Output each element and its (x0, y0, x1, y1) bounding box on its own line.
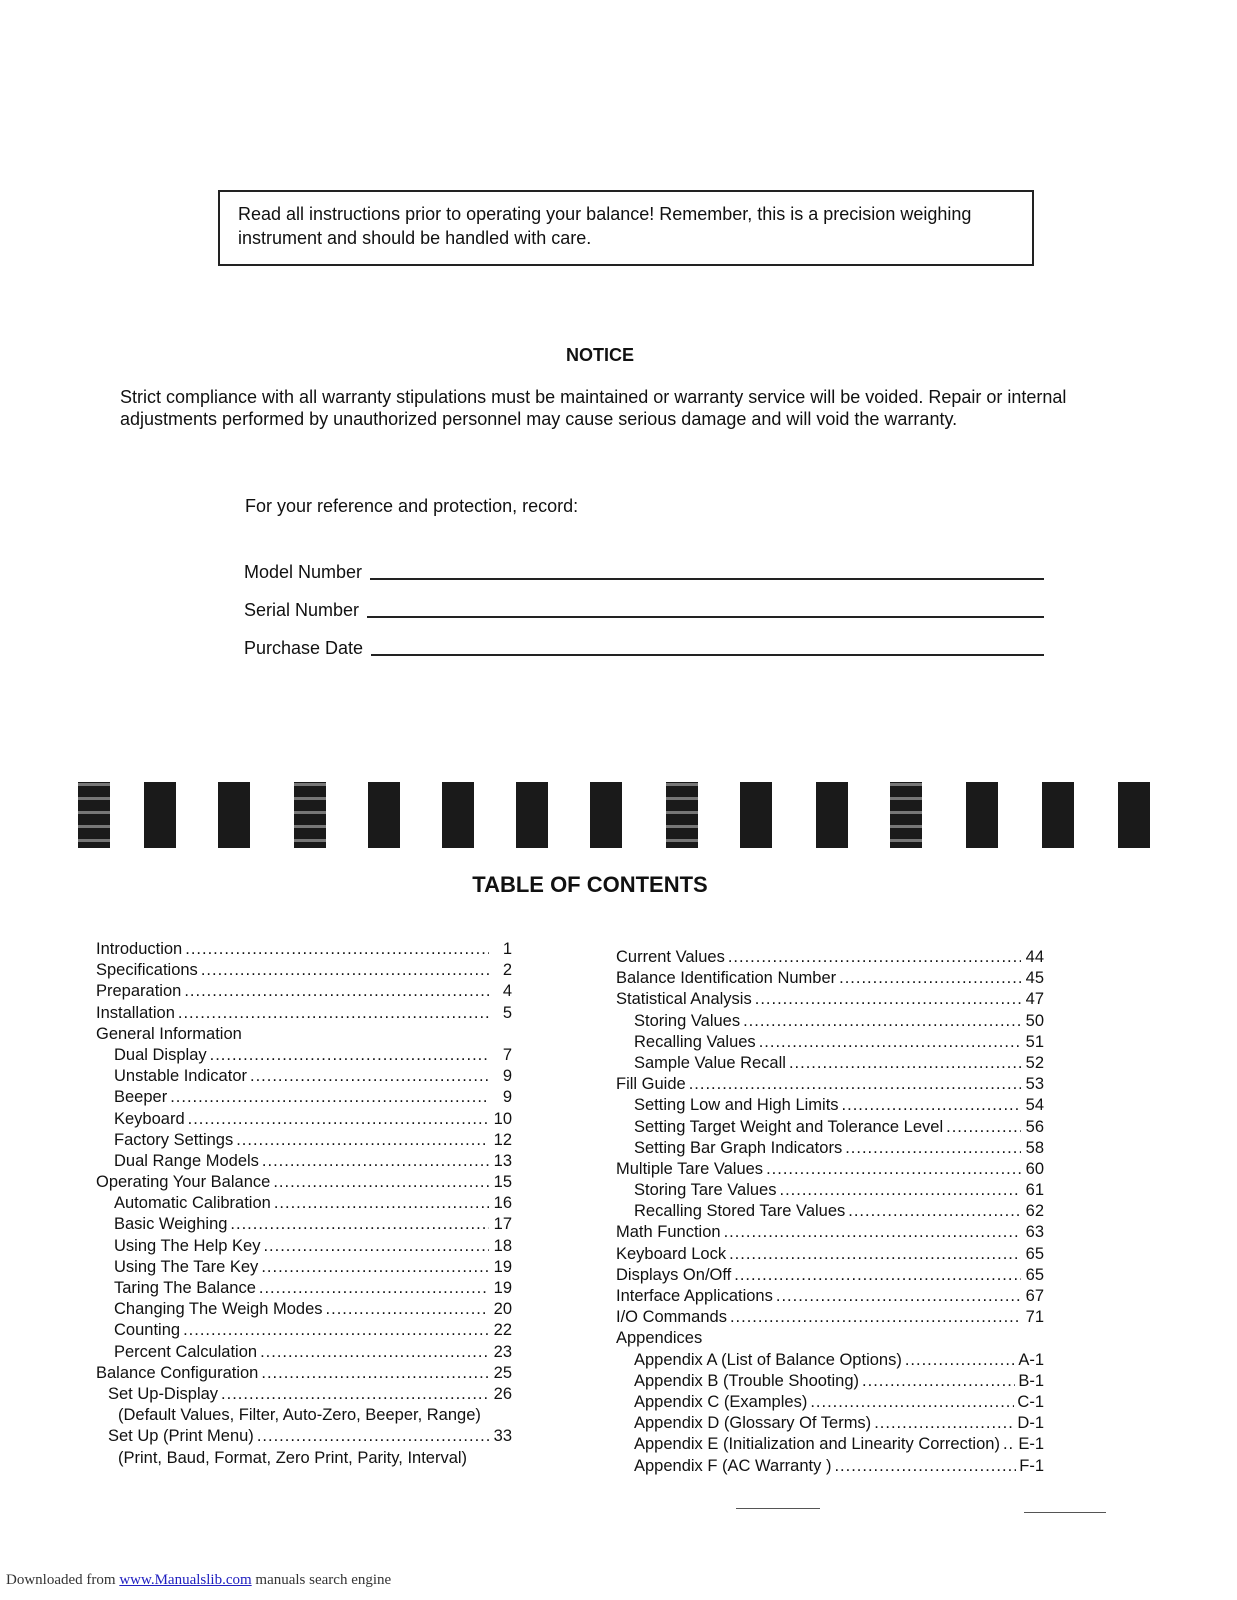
toc-entry (96, 1406, 512, 1427)
tab-marker (666, 782, 698, 848)
purchase-date-field (244, 629, 1044, 659)
toc-right-column (616, 948, 1044, 1478)
toc-entry-label: Setting Bar Graph Indicators (634, 1138, 843, 1157)
toc-entry-label: Specifications (96, 961, 198, 980)
toc-entry (616, 1033, 1044, 1054)
toc-entry-label: Operating Your Balance (96, 1173, 271, 1192)
toc-entry-label: Appendix E (Initialization and Linearity Correction) (634, 1435, 1000, 1454)
toc-entry (616, 1139, 1044, 1160)
toc-entry-label: Recalling Values (634, 1032, 756, 1051)
tab-marker (740, 782, 772, 848)
tab-marker (1042, 782, 1074, 848)
toc-entry-label: Set Up-Display (108, 1384, 219, 1403)
toc-entry-page: 65 (1025, 1265, 1044, 1284)
toc-entry-page: 4 (502, 982, 512, 1001)
toc-entry-page: 33 (493, 1427, 512, 1446)
toc-entry-page: 2 (502, 961, 512, 980)
footer-link[interactable]: www.Manualslib.com (119, 1572, 252, 1588)
toc-entry (616, 1223, 1044, 1244)
toc-leader-dots (810, 1393, 1014, 1412)
toc-leader-dots (210, 1046, 489, 1065)
toc-entry (616, 1245, 1044, 1266)
toc-entry-page: 19 (493, 1279, 512, 1297)
toc-entry-label: (Default Values, Filter, Auto-Zero, Beeper, Range) (118, 1406, 481, 1425)
toc-leader-dots (845, 1139, 1021, 1158)
toc-entry-label: Appendix F (AC Warranty ) (634, 1456, 832, 1475)
toc-entry-label: Multiple Tare Values (616, 1159, 764, 1178)
toc-leader-dots (201, 961, 489, 980)
toc-entry-page: F-1 (1019, 1456, 1044, 1475)
toc-entry-page: 62 (1025, 1202, 1044, 1221)
toc-entry (96, 940, 512, 961)
toc-entry-label: Preparation (96, 982, 182, 1001)
toc-entry-label: Counting (114, 1321, 181, 1340)
toc-entry (96, 1343, 512, 1364)
toc-entry-page: 23 (493, 1342, 512, 1361)
toc-entry (96, 1279, 512, 1300)
toc-entry-page: B-1 (1018, 1371, 1044, 1390)
toc-entry (96, 1110, 512, 1131)
toc-leader-dots (743, 1012, 1021, 1031)
toc-leader-dots (848, 1202, 1021, 1221)
toc-leader-dots (273, 1173, 489, 1192)
toc-entry (616, 1329, 1044, 1350)
toc-entry-page: 56 (1025, 1117, 1044, 1136)
toc-entry-page: 20 (493, 1300, 512, 1319)
tab-marker (966, 782, 998, 848)
toc-leader-dots (230, 1215, 489, 1234)
toc-entry-page: 61 (1025, 1181, 1044, 1200)
toc-leader-dots (779, 1181, 1021, 1200)
serial-number-line (367, 615, 1044, 618)
serial-number-label: Serial Number (244, 600, 360, 620)
toc-entry-page: D-1 (1017, 1414, 1044, 1433)
toc-entry-label: Appendix D (Glossary Of Terms) (634, 1414, 872, 1433)
toc-entry (616, 1414, 1044, 1435)
toc-entry (616, 1181, 1044, 1202)
bottom-rule (1024, 1512, 1106, 1513)
toc-entry-label: Set Up (Print Menu) (108, 1427, 254, 1446)
toc-entry-label: Interface Applications (616, 1287, 773, 1305)
toc-entry (96, 961, 512, 982)
toc-leader-dots (776, 1287, 1021, 1306)
warning-box (218, 190, 1034, 266)
reference-intro: For your reference and protection, record: (245, 496, 579, 516)
toc-leader-dots (839, 969, 1021, 988)
toc-title: TABLE OF CONTENTS (472, 872, 708, 897)
toc-entry (616, 1372, 1044, 1393)
toc-leader-dots (730, 1308, 1021, 1327)
toc-leader-dots (250, 1067, 489, 1086)
notice-line-2: adjustments performed by unauthorized personnel may cause serious damage and will void the warranty. (120, 409, 958, 429)
toc-entry (616, 990, 1044, 1011)
model-number-label: Model Number (244, 562, 363, 582)
toc-leader-dots (260, 1343, 489, 1362)
toc-leader-dots (905, 1351, 1015, 1370)
toc-entry-page: 17 (493, 1215, 512, 1234)
notice-text (120, 386, 1130, 430)
bottom-rule (736, 1508, 820, 1509)
toc-entry-label: Appendices (616, 1329, 703, 1348)
toc-entry-page: 71 (1025, 1308, 1044, 1327)
toc-entry (96, 982, 512, 1003)
toc-entry (616, 969, 1044, 990)
toc-entry-label: I/O Commands (616, 1308, 727, 1327)
toc-entry-page: 9 (502, 1067, 512, 1086)
toc-entry (616, 1393, 1044, 1414)
toc-leader-dots (728, 948, 1021, 967)
toc-entry-page: 5 (502, 1003, 512, 1022)
toc-leader-dots (262, 1152, 489, 1171)
toc-entry-page: 63 (1025, 1223, 1044, 1242)
toc-entry-page: 22 (493, 1321, 512, 1340)
toc-entry (96, 1067, 512, 1088)
toc-entry (96, 1321, 512, 1342)
toc-entry (96, 1194, 512, 1215)
toc-entry-page: 52 (1025, 1053, 1044, 1072)
toc-leader-dots (724, 1223, 1021, 1242)
notice-title: NOTICE (565, 345, 634, 365)
warning-line-1: Read all instructions prior to operating your balance! Remember, this is a precision weighing (238, 204, 972, 224)
toc-leader-dots (842, 1096, 1021, 1115)
toc-leader-dots (221, 1385, 489, 1404)
toc-entry (616, 1096, 1044, 1117)
toc-left-column (96, 940, 512, 1470)
toc-leader-dots (755, 990, 1021, 1009)
toc-leader-dots (236, 1131, 489, 1150)
toc-entry-label: Storing Values (634, 1011, 741, 1030)
toc-entry (96, 1046, 512, 1067)
toc-entry-label: Percent Calculation (114, 1342, 258, 1361)
toc-entry-label: (Print, Baud, Format, Zero Print, Parity, Interval) (118, 1448, 468, 1467)
toc-entry-page: 10 (493, 1109, 512, 1128)
toc-entry (616, 1266, 1044, 1287)
toc-leader-dots (689, 1075, 1021, 1094)
toc-entry-page: 9 (502, 1088, 512, 1107)
toc-leader-dots (188, 1110, 489, 1129)
toc-entry-page: 26 (493, 1384, 512, 1403)
toc-entry (616, 948, 1044, 969)
tab-marker (890, 782, 922, 848)
tab-marker (590, 782, 622, 848)
toc-entry (616, 1457, 1044, 1478)
toc-entry (96, 1088, 512, 1109)
toc-entry (616, 1160, 1044, 1181)
toc-entry-label: Appendix B (Trouble Shooting) (634, 1371, 860, 1390)
toc-leader-dots (874, 1414, 1014, 1433)
toc-entry (616, 1308, 1044, 1329)
toc-entry (616, 1054, 1044, 1075)
toc-entry-page: 47 (1025, 990, 1044, 1009)
toc-entry-page: 53 (1025, 1075, 1044, 1094)
toc-entry-page: 12 (493, 1130, 512, 1149)
toc-entry-page: 67 (1025, 1287, 1044, 1305)
warning-line-2: instrument and should be handled with care. (238, 228, 592, 248)
toc-entry (96, 1300, 512, 1321)
toc-entry (96, 1215, 512, 1236)
toc-leader-dots (257, 1427, 489, 1446)
toc-leader-dots (261, 1258, 489, 1277)
toc-entry-label: Balance Configuration (96, 1363, 259, 1382)
toc-leader-dots (862, 1372, 1015, 1391)
toc-leader-dots (184, 982, 489, 1001)
toc-entry (616, 1287, 1044, 1308)
toc-entry (616, 1351, 1044, 1372)
toc-entry-label: Displays On/Off (616, 1265, 732, 1284)
tab-marker (294, 782, 326, 848)
toc-leader-dots (170, 1088, 489, 1107)
toc-entry-label: Math Function (616, 1223, 721, 1242)
model-number-field (244, 553, 1044, 583)
toc-entry-label: Setting Low and High Limits (634, 1096, 839, 1115)
toc-entry-label: Appendix A (List of Balance Options) (634, 1350, 902, 1369)
toc-entry (96, 1025, 512, 1046)
toc-leader-dots (759, 1033, 1021, 1052)
tab-marker (442, 782, 474, 848)
toc-entry-label: Changing The Weigh Modes (114, 1300, 323, 1319)
toc-leader-dots (259, 1279, 489, 1298)
toc-entry (616, 1435, 1044, 1456)
footer-prefix: Downloaded from (6, 1572, 120, 1588)
toc-entry (616, 1202, 1044, 1223)
tab-marker (1118, 782, 1150, 848)
toc-entry-page: 13 (493, 1151, 512, 1170)
footer-suffix: manuals search engine (251, 1572, 392, 1588)
toc-entry-page: 16 (493, 1194, 512, 1213)
toc-leader-dots (326, 1300, 489, 1319)
toc-entry-label: Using The Help Key (114, 1236, 261, 1255)
toc-entry-label: Using The Tare Key (114, 1257, 259, 1276)
toc-leader-dots (789, 1054, 1021, 1073)
toc-leader-dots (734, 1266, 1021, 1285)
toc-entry (96, 1364, 512, 1385)
toc-entry-label: Balance Identification Number (616, 969, 837, 988)
toc-entry-label: Introduction (96, 940, 183, 958)
toc-entry-label: Recalling Stored Tare Values (634, 1202, 846, 1221)
tab-marker (144, 782, 176, 848)
toc-entry (96, 1258, 512, 1279)
toc-entry-label: Dual Display (114, 1045, 207, 1064)
toc-entry-page: 65 (1025, 1244, 1044, 1263)
toc-leader-dots (729, 1245, 1021, 1264)
toc-entry (96, 1131, 512, 1152)
toc-leader-dots (766, 1160, 1021, 1179)
toc-leader-dots (946, 1118, 1021, 1137)
toc-entry (96, 1385, 512, 1406)
toc-entry-label: Basic Weighing (114, 1215, 228, 1234)
purchase-date-line (371, 653, 1044, 656)
toc-entry-label: Dual Range Models (114, 1151, 259, 1170)
toc-entry (96, 1449, 512, 1470)
toc-entry-page: E-1 (1018, 1435, 1044, 1454)
purchase-date-label: Purchase Date (244, 638, 364, 658)
toc-leader-dots (834, 1457, 1016, 1476)
toc-entry-page: A-1 (1018, 1350, 1044, 1369)
toc-entry-page: 25 (493, 1363, 512, 1382)
toc-entry-label: Fill Guide (616, 1075, 686, 1094)
toc-entry (616, 1075, 1044, 1096)
serial-number-field (244, 591, 1044, 621)
toc-entry-page: 58 (1025, 1138, 1044, 1157)
toc-entry (96, 1173, 512, 1194)
toc-entry-label: Setting Target Weight and Tolerance Level (634, 1117, 944, 1136)
toc-entry (96, 1152, 512, 1173)
toc-entry-page: 60 (1025, 1159, 1044, 1178)
toc-entry-page: 50 (1025, 1011, 1044, 1030)
toc-entry (96, 1427, 512, 1448)
toc-leader-dots (185, 940, 489, 959)
toc-entry (96, 1004, 512, 1025)
toc-leader-dots (274, 1194, 489, 1213)
toc-entry-label: Keyboard Lock (616, 1244, 727, 1263)
toc-entry-page: 18 (493, 1236, 512, 1255)
tab-marker-strip (78, 782, 1158, 848)
tab-marker (368, 782, 400, 848)
toc-entry (616, 1118, 1044, 1139)
toc-entry (96, 1237, 512, 1258)
footer (6, 1572, 391, 1589)
toc-leader-dots (183, 1321, 489, 1340)
toc-entry-page: 51 (1025, 1032, 1044, 1051)
tab-marker (516, 782, 548, 848)
toc-leader-dots (261, 1364, 489, 1383)
model-number-line (370, 577, 1044, 580)
toc-entry-page: C-1 (1017, 1392, 1044, 1411)
toc-entry-page: 44 (1025, 948, 1044, 966)
toc-leader-dots (178, 1004, 489, 1023)
toc-entry-label: Taring The Balance (114, 1279, 256, 1297)
tab-marker (816, 782, 848, 848)
toc-leader-dots (263, 1237, 489, 1256)
toc-entry-label: Statistical Analysis (616, 990, 752, 1009)
toc-entry-page: 54 (1025, 1096, 1044, 1115)
toc-entry-label: Installation (96, 1003, 175, 1022)
toc-entry-page: 19 (493, 1257, 512, 1276)
toc-entry-page: 7 (502, 1045, 512, 1064)
toc-entry-page: 15 (493, 1173, 512, 1192)
toc-entry-page: 1 (502, 940, 512, 958)
toc-entry-label: Automatic Calibration (114, 1194, 271, 1213)
toc-entry-label: Factory Settings (114, 1130, 234, 1149)
toc-entry-label: Appendix C (Examples) (634, 1392, 808, 1411)
toc-entry-label: Unstable Indicator (114, 1067, 247, 1086)
toc-entry-label: Sample Value Recall (634, 1053, 786, 1072)
notice-line-1: Strict compliance with all warranty stipulations must be maintained or warranty service will be voided. Repair or internal (120, 387, 1067, 407)
toc-entry-label: Beeper (114, 1088, 168, 1107)
toc-leader-dots (1003, 1435, 1015, 1454)
tab-marker (78, 782, 110, 848)
toc-entry-label: Keyboard (114, 1109, 185, 1128)
toc-entry (616, 1012, 1044, 1033)
toc-entry-label: General Information (96, 1024, 242, 1043)
toc-entry-page: 45 (1025, 969, 1044, 988)
tab-marker (218, 782, 250, 848)
toc-entry-label: Storing Tare Values (634, 1181, 777, 1200)
toc-entry-label: Current Values (616, 948, 725, 966)
